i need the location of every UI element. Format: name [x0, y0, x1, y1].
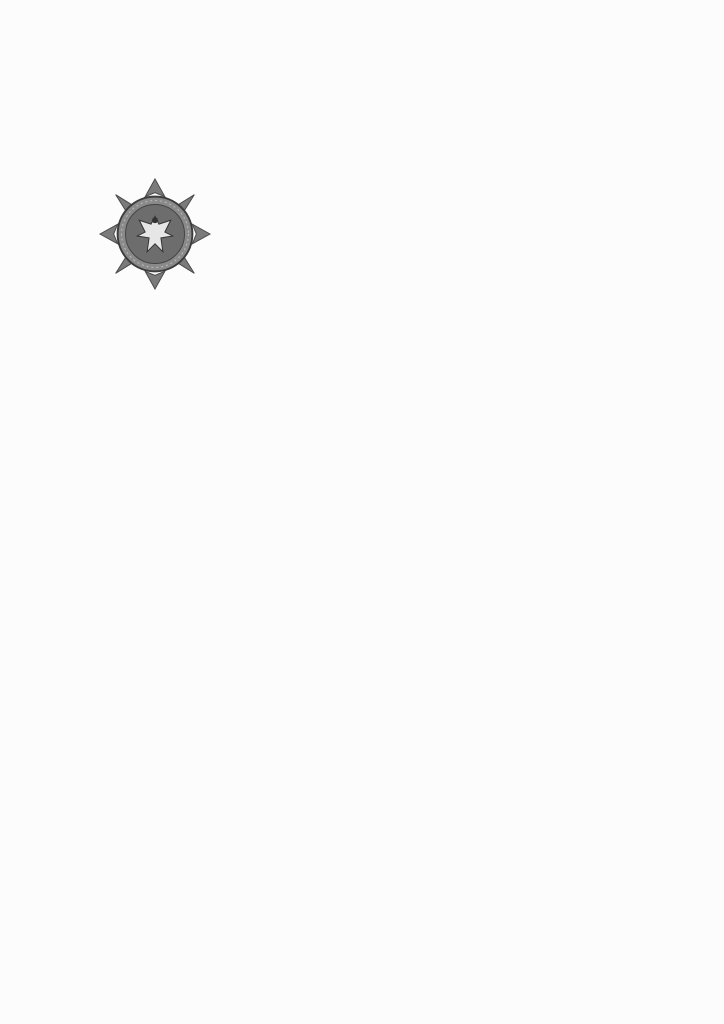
- fire-brigade-emblem-icon: [96, 175, 214, 293]
